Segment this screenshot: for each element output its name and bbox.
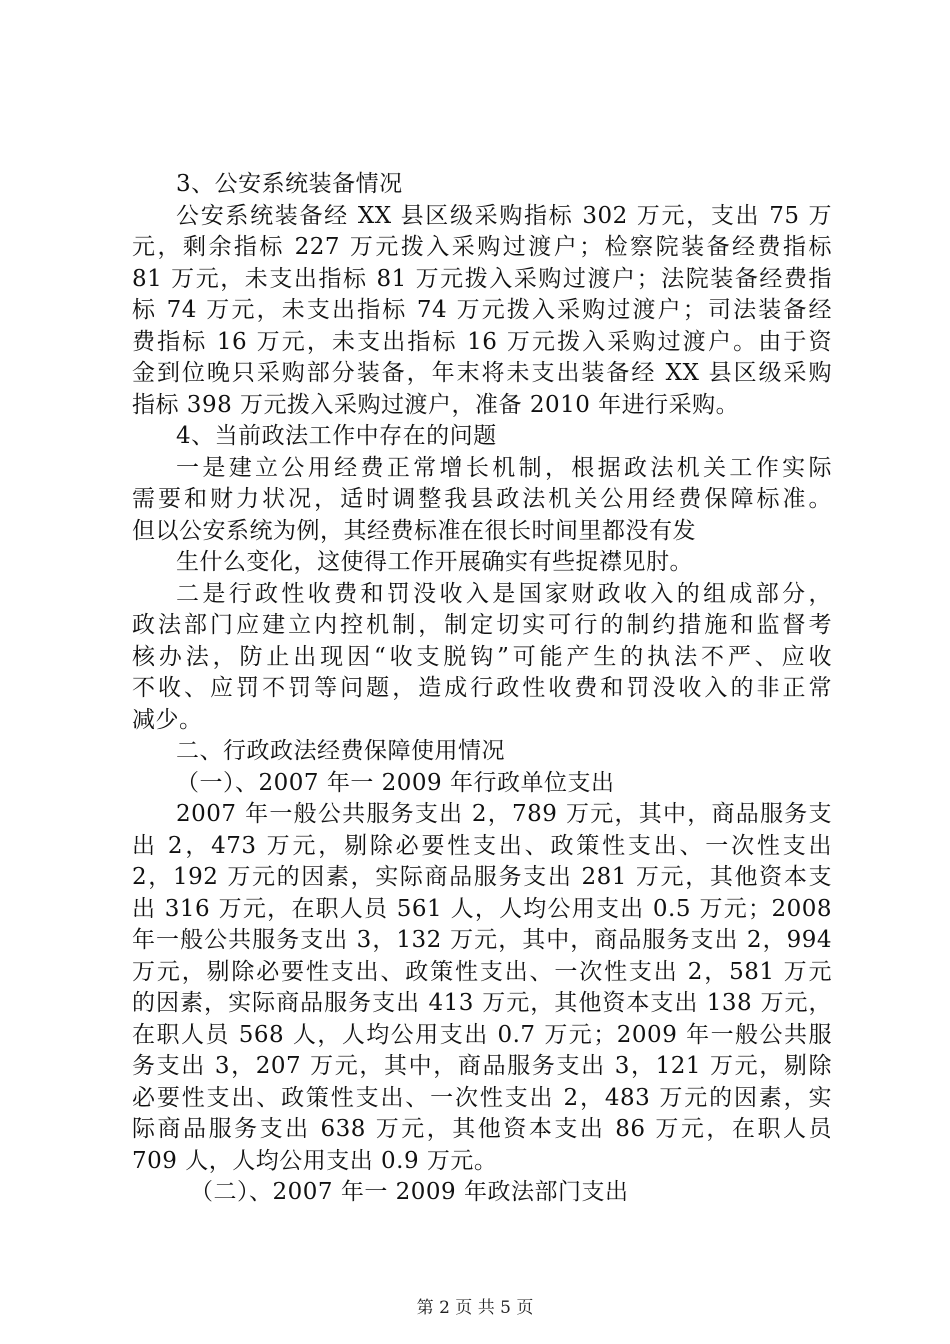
heading-police-equipment: 3、公安系统装备情况 [176, 171, 403, 197]
paragraph-line: 公安系统装备经 XX 县区级采购指标 302 万元，支出 75 万 [176, 202, 832, 229]
page-footer: 第 2 页 共 5 页 [416, 1298, 534, 1318]
paragraph-line: 出 316 万元，在职人员 561 人，人均公用支出 0.5 万元；2008 [132, 895, 832, 922]
paragraph-line: 但以公安系统为例，其经费标准在很长时间里都没有发 [132, 517, 696, 544]
paragraph-line: 的因素，实际商品服务支出 413 万元，其他资本支出 138 万元， [132, 990, 832, 1016]
paragraph-line: 标 74 万元，未支出指标 74 万元拨入采购过渡户；司法装备经 [132, 297, 832, 323]
paragraph-line: 减少。 [132, 706, 203, 733]
paragraph-line: 生什么变化，这使得工作开展确实有些捉襟见肘。 [176, 549, 693, 575]
paragraph-line: 2，192 万元的因素，实际商品服务支出 281 万元，其他资本支 [132, 864, 832, 890]
paragraph-line: 指标 398 万元拨入采购过渡户，准备 2010 年进行采购。 [132, 391, 740, 418]
paragraph-line: 年一般公共服务支出 3，132 万元，其中，商品服务支出 2，994 [132, 927, 832, 953]
paragraph-line: 81 万元，未支出指标 81 万元拨入采购过渡户；法院装备经费指 [132, 265, 832, 292]
heading-current-problems: 4、当前政法工作中存在的问题 [176, 423, 497, 449]
paragraph-line: 政法部门应建立内控机制，制定切实可行的制约措施和监督考 [132, 612, 832, 638]
paragraph-line: 金到位晚只采购部分装备，年末将未支出装备经 XX 县区级采购 [132, 360, 832, 386]
section-heading: 二、行政政法经费保障使用情况 [176, 738, 505, 764]
paragraph-line: 际商品服务支出 638 万元，其他资本支出 86 万元，在职人员 [132, 1116, 832, 1142]
paragraph-line: 在职人员 568 人，人均公用支出 0.7 万元；2009 年一般公共服 [132, 1021, 832, 1048]
paragraph-line: 务支出 3，207 万元，其中，商品服务支出 3，121 万元，剔除 [132, 1053, 832, 1079]
subsection-heading: （一）、2007 年一 2009 年行政单位支出 [176, 769, 615, 796]
paragraph-line: 元，剩余指标 227 万元拨入采购过渡户；检察院装备经费指标 [132, 234, 832, 260]
paragraph-line: 不收、应罚不罚等问题，造成行政性收费和罚没收入的非正常 [132, 675, 832, 701]
paragraph-line: 需要和财力状况，适时调整我县政法机关公用经费保障标准。 [132, 486, 832, 512]
paragraph-line: 出 2，473 万元，剔除必要性支出、政策性支出、一次性支出 [132, 832, 832, 859]
paragraph-line: 2007 年一般公共服务支出 2，789 万元，其中，商品服务支 [176, 801, 832, 827]
paragraph-line: 万元，剔除必要性支出、政策性支出、一次性支出 2，581 万元 [132, 958, 832, 985]
paragraph-line: 一是建立公用经费正常增长机制，根据政法机关工作实际 [176, 454, 832, 481]
paragraph-line: 709 人，人均公用支出 0.9 万元。 [132, 1147, 498, 1174]
paragraph-line: 必要性支出、政策性支出、一次性支出 2，483 万元的因素，实 [132, 1084, 832, 1111]
subsection-heading: （二）、2007 年一 2009 年政法部门支出 [190, 1179, 629, 1205]
paragraph-line: 核办法，防止出现因“收支脱钩”可能产生的执法不严、应收 [132, 643, 832, 670]
paragraph-line: 费指标 16 万元，未支出指标 16 万元拨入采购过渡户。由于资 [132, 328, 832, 355]
paragraph-line: 二是行政性收费和罚没收入是国家财政收入的组成部分， [176, 580, 832, 607]
